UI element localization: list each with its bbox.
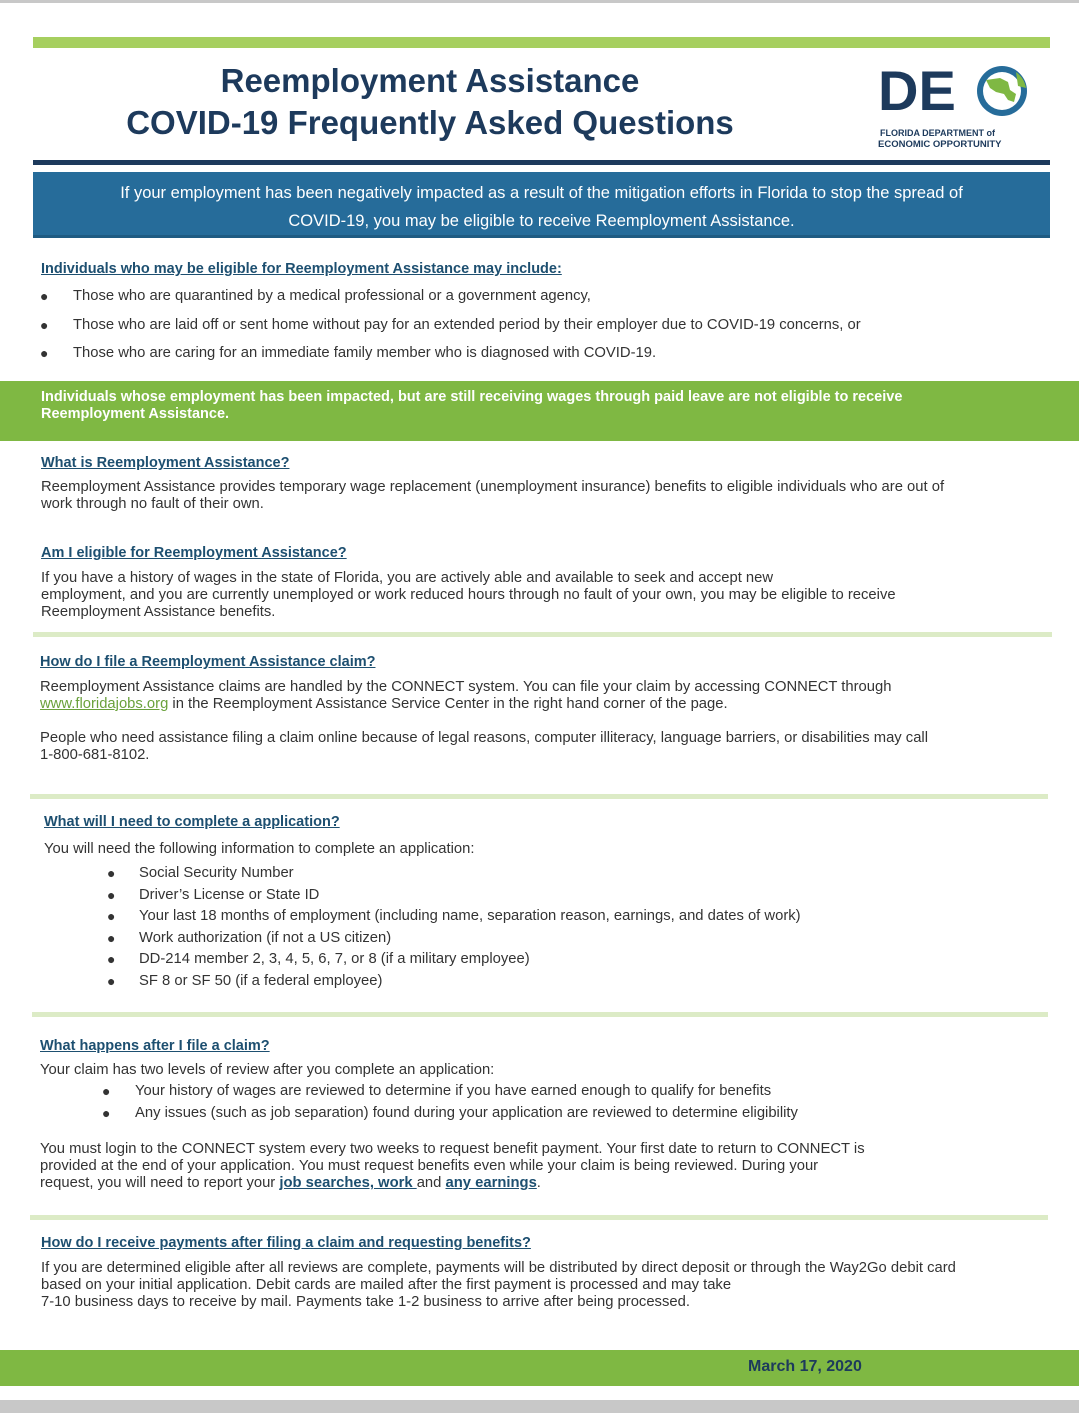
notice-line2: Reemployment Assistance. bbox=[41, 406, 230, 422]
eligible-item-2: ● Those who are laid off or sent home without pay for an extended period by their employer due to COVID-19 concerns, or bbox=[40, 317, 861, 333]
top-border bbox=[0, 0, 1079, 3]
payments-heading: How do I receive payments after filing a claim and requesting benefits? bbox=[41, 1235, 531, 1251]
notice-line1: Individuals whose employment has been impacted, but are still receiving wages through paid leave are not eligible to receive bbox=[41, 389, 903, 405]
complete-app-item-5: ● DD-214 member 2, 3, 4, 5, 6, 7, or 8 (if a military employee) bbox=[107, 951, 530, 967]
logo-letters: DE bbox=[878, 59, 956, 122]
complete-app-item-4: ● Work authorization (if not a US citizen) bbox=[107, 930, 392, 946]
notice-banner bbox=[0, 381, 1079, 441]
intro-line2: COVID-19, you may be eligible to receive Reemployment Assistance. bbox=[288, 212, 795, 230]
complete-app-intro: You will need the following information to complete an application: bbox=[44, 841, 475, 857]
complete-app-heading: What will I need to complete a application? bbox=[44, 814, 340, 830]
file-claim-body: Reemployment Assistance claims are handled by the CONNECT system. You can file your claim by accessing CONNECT through www.floridajobs.org in the Reemployment Assistance Service Center in the right hand corner of the page. bbox=[40, 679, 892, 712]
job-searches-link[interactable]: job searches, work bbox=[279, 1175, 417, 1191]
after-file-item-1: ● Your history of wages are reviewed to determine if you have earned enough to qualify for benefits bbox=[102, 1083, 772, 1099]
file-claim-assistance: People who need assistance filing a claim online because of legal reasons, computer illiteracy, language barriers, or disabilities may call 1-800-681-8102. bbox=[40, 730, 929, 763]
eligible-item-3: ● Those who are caring for an immediate family member who is diagnosed with COVID-19. bbox=[40, 345, 657, 361]
am-eligible-heading: Am I eligible for Reemployment Assistance? bbox=[41, 545, 347, 561]
after-file-item-2: ● Any issues (such as job separation) found during your application are reviewed to determine eligibility bbox=[102, 1105, 798, 1121]
eligible-heading: Individuals who may be eligible for Reemployment Assistance may include: bbox=[41, 261, 562, 277]
section-divider bbox=[30, 1215, 1048, 1220]
section-divider bbox=[33, 632, 1052, 637]
complete-app-item-3: ● Your last 18 months of employment (including name, separation reason, earnings, and dates of work) bbox=[107, 908, 801, 924]
globe-icon bbox=[977, 66, 1027, 116]
complete-app-item-2: ● Driver’s License or State ID bbox=[107, 887, 320, 903]
bottom-border bbox=[0, 1400, 1079, 1413]
header-green-bar bbox=[33, 37, 1050, 48]
am-eligible-body: If you have a history of wages in the state of Florida, you are actively able and available to seek and accept new employment, and you are currently unemployed or work reduced hours through no fault of your own, you may be eligible to receive Reemployment Assistance benefits. bbox=[41, 570, 896, 620]
eligible-item-1: ● Those who are quarantined by a medical professional or a government agency, bbox=[40, 288, 591, 304]
complete-app-item-1: ● Social Security Number bbox=[107, 865, 294, 881]
footer-bar bbox=[0, 1350, 1079, 1386]
deo-logo bbox=[876, 58, 1036, 154]
file-claim-heading: How do I file a Reemployment Assistance claim? bbox=[40, 654, 376, 670]
logo-subtitle-1: FLORIDA DEPARTMENT of bbox=[880, 128, 995, 138]
logo-subtitle-2: ECONOMIC OPPORTUNITY bbox=[878, 139, 1002, 150]
intro-line1: If your employment has been negatively impacted as a result of the mitigation efforts in Florida to stop the spread of bbox=[120, 184, 963, 202]
what-is-heading: What is Reemployment Assistance? bbox=[41, 455, 290, 471]
page-title-line1: Reemployment Assistance bbox=[220, 62, 640, 99]
footer-date: March 17, 2020 bbox=[748, 1358, 862, 1375]
floridajobs-link[interactable]: www.floridajobs.org bbox=[40, 696, 169, 712]
section-divider bbox=[32, 1012, 1048, 1017]
intro-banner bbox=[33, 172, 1050, 238]
section-divider bbox=[30, 794, 1048, 799]
what-is-body: Reemployment Assistance provides temporary wage replacement (unemployment insurance) benefits to eligible individuals who are out of work through no fault of their own. bbox=[41, 479, 945, 512]
page-title-line2: COVID-19 Frequently Asked Questions bbox=[126, 104, 734, 141]
header-divider bbox=[33, 160, 1050, 165]
after-file-intro: Your claim has two levels of review after you complete an application: bbox=[40, 1062, 495, 1078]
payments-body: If you are determined eligible after all reviews are complete, payments will be distributed by direct deposit or through the Way2Go debit card based on your initial application. Debit cards are mailed after the first payment is processed and may take 7-10 business days to receive by mail. Payments take 1-2 business to arrive after being processed. bbox=[41, 1260, 956, 1310]
any-earnings-link[interactable]: any earnings bbox=[445, 1175, 537, 1191]
after-file-heading: What happens after I file a claim? bbox=[40, 1038, 270, 1054]
complete-app-item-6: ● SF 8 or SF 50 (if a federal employee) bbox=[107, 973, 383, 989]
after-file-body: You must login to the CONNECT system every two weeks to request benefit payment. Your first date to return to CONNECT is provided at the end of your application. You must request benefits even while your claim is being reviewed. During your request, you will need to report your job searches, work and any earnings. bbox=[40, 1141, 865, 1191]
